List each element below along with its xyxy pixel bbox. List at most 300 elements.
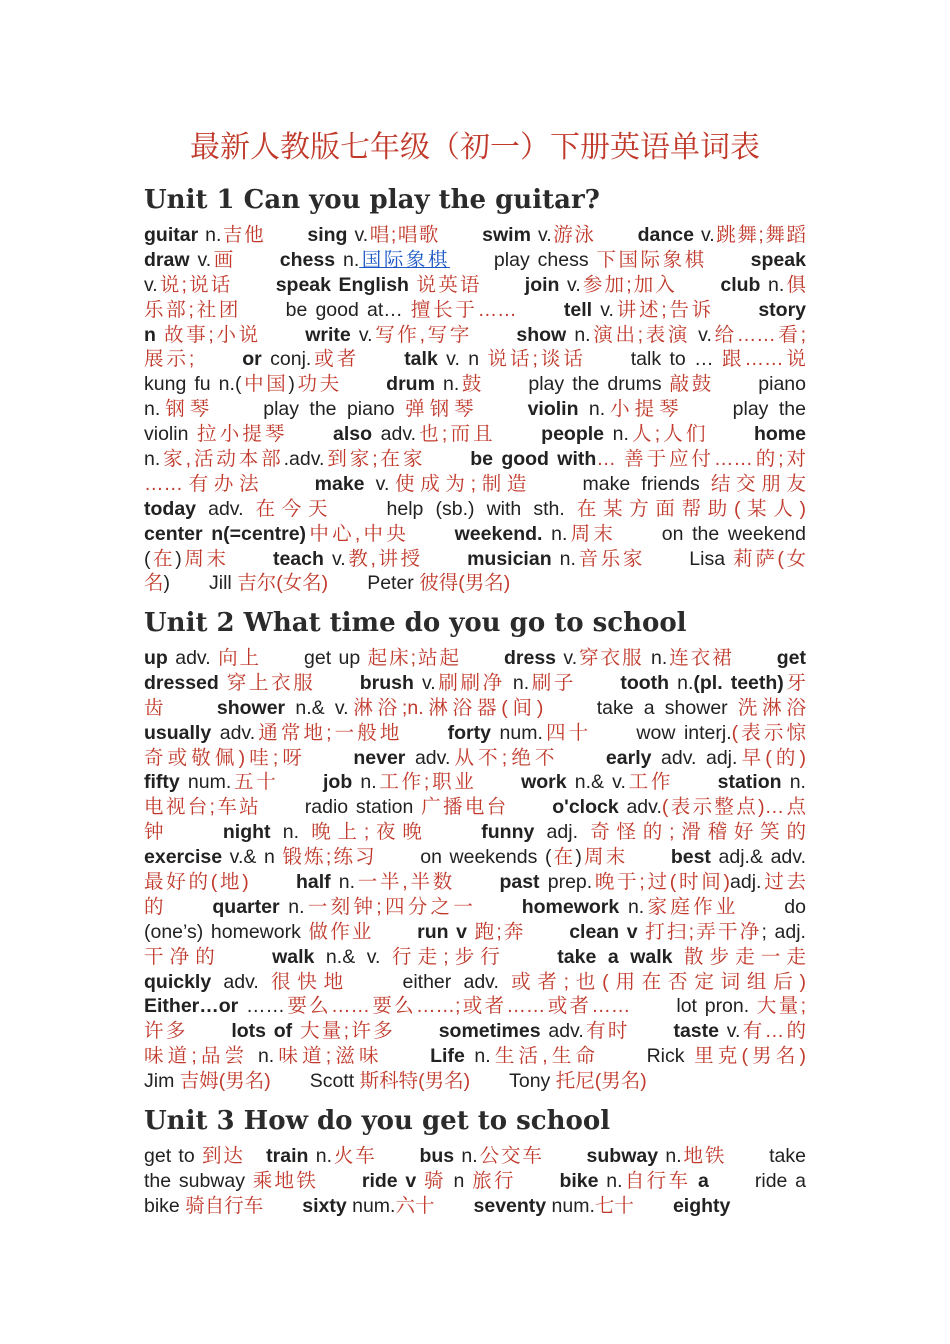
vocab-line — [144, 1194, 806, 1219]
vocab-word: never — [353, 746, 406, 769]
vocab-text — [672, 946, 684, 968]
chinese-meaning: 锻炼;练习 — [282, 846, 377, 869]
vocab-text — [377, 1145, 420, 1167]
vocab-text — [168, 697, 217, 719]
vocab-text — [232, 274, 275, 296]
vocab-word: join — [524, 273, 560, 296]
vocab-text — [544, 1145, 587, 1167]
vocab-text: num. — [490, 721, 543, 744]
chinese-meaning: 工作 — [625, 771, 674, 794]
vocab-text: …… — [238, 995, 286, 1018]
vocab-text: n. — [551, 547, 576, 570]
vocab-word: subway — [586, 1145, 659, 1167]
chinese-meaning: 工作;职业 — [376, 771, 477, 794]
chinese-meaning: 钢琴 — [160, 398, 215, 421]
vocab-word: Either…or — [144, 995, 239, 1018]
chinese-meaning: 给……看; — [711, 323, 806, 346]
vocab-text: kung fu n.( — [144, 373, 242, 396]
vocab-text — [306, 747, 353, 769]
vocab-text — [423, 548, 467, 570]
vocab-word: dance — [637, 224, 694, 246]
chinese-meaning: 有时 — [583, 1020, 630, 1043]
vocab-word: weekend. — [454, 522, 543, 545]
vocab-text: n — [445, 1169, 473, 1192]
vocab-text — [265, 224, 307, 246]
vocab-text: Jim — [144, 1070, 180, 1093]
vocab-word: Life — [430, 1045, 465, 1068]
vocab-text: v. — [592, 298, 614, 321]
vocab-word: train — [266, 1145, 309, 1167]
vocab-line — [144, 547, 806, 572]
vocab-word: eighty — [672, 1194, 731, 1217]
vocab-text — [461, 647, 504, 669]
vocab-word: station — [717, 771, 782, 794]
vocab-text — [342, 373, 386, 395]
vocab-text: wow interj. — [591, 721, 732, 744]
vocab-text — [359, 348, 404, 370]
vocab-word: work — [521, 771, 567, 794]
vocab-word: seventy — [473, 1194, 547, 1217]
vocab-text — [395, 1020, 439, 1042]
vocab-line — [144, 770, 806, 795]
vocab-text — [467, 921, 475, 943]
chinese-meaning: 最好的(地) — [144, 871, 249, 894]
chinese-meaning: 名 — [144, 572, 164, 595]
vocab-word: get — [776, 647, 806, 669]
vocab-text — [576, 672, 620, 694]
vocab-text: n. — [464, 1045, 491, 1068]
vocab-line — [144, 994, 806, 1019]
vocab-text: do — [738, 895, 806, 918]
vocab-text: v.& n — [222, 846, 283, 869]
vocab-text: v. — [413, 671, 436, 694]
vocab-text: v. — [144, 273, 158, 296]
vocab-text: ride a — [708, 1169, 806, 1192]
vocab-word: (pl. teeth) — [693, 671, 784, 694]
vocab-line — [144, 795, 806, 820]
chinese-meaning: 起床;站起 — [367, 647, 461, 669]
vocab-text: v. — [693, 224, 715, 246]
vocab-word: run v — [417, 920, 468, 943]
vocab-line — [144, 945, 806, 970]
chinese-meaning: 在 — [150, 547, 176, 570]
vocab-word: brush — [359, 671, 414, 694]
vocab-text: n. — [658, 1145, 682, 1167]
chinese-meaning: 很快地 — [271, 970, 350, 993]
vocab-word: tell — [563, 298, 593, 321]
chinese-meaning: 大量;许多 — [299, 1020, 396, 1043]
chinese-meaning: 通常地;一般地 — [255, 721, 403, 744]
chinese-meaning: 乘地铁 — [252, 1169, 319, 1192]
vocab-word: fifty — [144, 771, 180, 794]
chinese-meaning: 展示; — [144, 348, 195, 371]
vocab-text: n. — [604, 423, 629, 446]
vocab-word: today — [144, 497, 197, 520]
vocab-text: n. — [270, 821, 312, 844]
vocab-line — [144, 497, 806, 522]
chinese-meaning: 讲述;告诉 — [613, 298, 714, 321]
vocab-word: club — [720, 273, 761, 296]
vocab-text: play the drums — [484, 373, 670, 396]
vocab-text: take — [726, 1145, 806, 1167]
chinese-meaning: 钟 — [144, 821, 171, 844]
vocab-text: adv. — [405, 746, 451, 769]
vocab-text: v. — [323, 547, 346, 570]
vocab-text: n. — [198, 224, 222, 246]
vocab-word: drum — [386, 373, 435, 396]
chinese-meaning: 彼得(男名) — [419, 572, 511, 595]
vocab-word: lots of — [231, 1020, 293, 1043]
vocab-word: quarter — [212, 895, 280, 918]
chinese-meaning: 人;人们 — [628, 423, 709, 446]
vocab-text: adj. — [730, 871, 762, 894]
chinese-meaning: 在今天 — [255, 497, 335, 520]
vocab-word: teach — [272, 547, 324, 570]
vocab-word: best — [670, 846, 711, 869]
vocab-word: show — [516, 323, 567, 346]
chinese-meaning: 说话;谈话 — [487, 348, 586, 371]
vocab-text — [236, 249, 280, 271]
chinese-meaning: 吉姆(男名) — [179, 1070, 271, 1093]
chinese-meaning: 刷子 — [529, 671, 577, 694]
vocab-line — [144, 571, 806, 596]
chinese-meaning: 或者;也(用在否定词组后) — [511, 970, 806, 993]
chinese-meaning: 敲鼓 — [669, 373, 714, 396]
chinese-meaning: 穿上衣服 — [226, 671, 316, 694]
vocab-word: be good with — [470, 448, 597, 471]
chinese-meaning: 游泳 — [551, 224, 596, 246]
vocab-line — [144, 472, 806, 497]
vocab-text — [188, 1020, 232, 1042]
vocab-line — [144, 646, 806, 671]
vocab-text — [734, 647, 777, 669]
vocab-word: walk — [272, 945, 315, 968]
vocab-word: up — [144, 647, 168, 669]
vocab-text: either adv. — [349, 970, 512, 993]
vocab-text — [221, 946, 272, 968]
chinese-meaning: 跳舞;舞蹈 — [714, 224, 806, 246]
chinese-meaning: (表示惊 — [731, 721, 806, 744]
vocab-line — [144, 845, 806, 870]
vocab-word: violin — [527, 398, 579, 421]
vocab-text: n. — [781, 771, 806, 794]
chinese-meaning: 过去 — [761, 871, 806, 894]
vocab-text — [315, 672, 359, 694]
vocab-line — [144, 870, 806, 895]
vocab-text — [707, 249, 751, 271]
vocab-text: adv. — [618, 796, 662, 819]
vocab-text: num. — [546, 1194, 595, 1217]
vocab-text — [409, 523, 455, 545]
vocab-word: quickly — [144, 970, 212, 993]
chinese-meaning: 也;而且 — [416, 423, 496, 446]
vocab-text: n. — [619, 895, 645, 918]
vocab-line — [144, 273, 806, 298]
chinese-meaning: 中国 — [241, 373, 289, 396]
document-title: 最新人教版七年级（初一）下册英语单词表 — [190, 130, 760, 165]
vocab-text: prep. — [539, 871, 593, 894]
vocab-text: ) — [575, 846, 582, 869]
chinese-meaning: 画 — [211, 248, 236, 271]
chinese-meaning: 大量; — [756, 995, 806, 1018]
chinese-meaning: 晚于;过(时间) — [592, 871, 731, 894]
vocab-text: n. — [504, 671, 530, 694]
vocab-text — [383, 1045, 430, 1067]
vocab-text: num. — [346, 1194, 396, 1217]
vocab-text — [630, 1020, 674, 1042]
chinese-meaning: 牙 — [783, 671, 806, 694]
chinese-meaning: 到达 — [201, 1145, 245, 1167]
chinese-meaning: 公交车 — [477, 1145, 544, 1167]
vocab-text — [526, 921, 569, 943]
vocab-line — [144, 422, 806, 447]
chinese-meaning: 弹钢琴 — [405, 398, 479, 421]
vocab-text — [482, 274, 525, 296]
vocab-text — [263, 1195, 302, 1217]
vocab-word: sometimes — [438, 1020, 541, 1043]
vocab-word: dress — [503, 647, 557, 669]
vocab-text — [472, 324, 516, 346]
vocab-text: n. — [542, 522, 568, 545]
chinese-meaning: 莉萨(女 — [733, 547, 806, 570]
vocab-text: Lisa — [645, 547, 734, 570]
vocab-word: bike — [559, 1169, 599, 1192]
vocab-text: n. — [279, 895, 305, 918]
vocab-text — [714, 299, 758, 321]
vocab-line — [144, 1144, 806, 1169]
vocab-text — [261, 324, 305, 346]
vocab-text: adv. — [211, 970, 272, 993]
vocab-text: v. — [690, 323, 712, 346]
vocab-text: Tony — [470, 1070, 556, 1093]
vocab-text: play the piano — [214, 398, 406, 421]
vocab-text — [229, 548, 273, 570]
chinese-meaning: … 善于应付……的;对 — [596, 448, 806, 471]
vocab-line — [144, 323, 806, 348]
vocab-text: ; adj. — [761, 920, 806, 943]
vocab-word: taste — [673, 1020, 719, 1043]
vocab-text — [292, 1020, 300, 1042]
vocab-text — [245, 1145, 266, 1167]
vocab-word: bus — [419, 1145, 455, 1167]
chinese-meaning: 骑 — [423, 1169, 446, 1192]
vocab-text — [677, 274, 720, 296]
chinese-meaning: 参加;加入 — [580, 273, 678, 296]
vocab-text: adj.& adv. — [710, 846, 806, 869]
vocab-text: n. — [352, 771, 377, 794]
vocab-text — [496, 423, 541, 445]
vocab-word: make — [314, 472, 365, 495]
unit-3-heading: Unit 3 How do you get to school — [144, 1106, 611, 1136]
chinese-meaning: 功夫 — [294, 373, 342, 396]
vocab-text: n.& v. — [285, 696, 349, 719]
chinese-meaning: 味道;滋味 — [274, 1045, 383, 1068]
chinese-meaning: 电视台;车站 — [144, 796, 262, 819]
chinese-meaning: 擅长于…… — [410, 298, 517, 321]
vocab-word: half — [295, 871, 331, 894]
chinese-meaning: 一刻钟;四分之一 — [304, 895, 477, 918]
vocab-line — [144, 372, 806, 397]
vocab-word: musician — [467, 547, 552, 570]
chinese-meaning: 晚上;夜晚 — [311, 821, 429, 844]
vocab-text — [167, 896, 213, 918]
vocab-text — [374, 921, 417, 943]
vocab-word: n — [144, 323, 156, 346]
vocab-text — [170, 821, 223, 843]
vocab-text: ) Jill — [163, 572, 238, 595]
vocab-text — [402, 722, 447, 744]
vocab-word: dressed — [144, 671, 219, 694]
vocab-line — [144, 696, 806, 721]
vocab-word: funny — [481, 821, 535, 844]
chinese-meaning: 四十 — [542, 721, 592, 744]
vocab-word: night — [222, 821, 271, 844]
vocab-word: guitar — [144, 224, 199, 246]
chinese-meaning: 做作业 — [308, 920, 374, 943]
vocab-text — [416, 1170, 424, 1192]
vocab-word: a — [698, 1169, 709, 1192]
chinese-meaning: 周末 — [581, 846, 628, 869]
chinese-meaning: 俱 — [784, 273, 806, 296]
chinese-meaning: 乐部;社团 — [144, 298, 242, 321]
vocab-word: job — [323, 771, 353, 794]
vocab-text: n. — [578, 398, 606, 421]
vocab-word: take a walk — [557, 945, 673, 968]
vocab-text: adj. — [534, 821, 591, 844]
vocab-text — [156, 324, 164, 346]
vocab-text — [476, 896, 522, 918]
vocab-word: exercise — [144, 846, 223, 869]
chinese-meaning: 斯科特(男名) — [359, 1070, 471, 1093]
vocab-text: on the weekend — [616, 522, 806, 545]
chinese-meaning: 一半,半数 — [355, 871, 455, 894]
chinese-meaning: 向上 — [218, 647, 262, 669]
chinese-meaning: 教,讲授 — [345, 547, 423, 570]
vocab-line — [144, 1069, 806, 1094]
vocab-text: violin — [144, 423, 198, 446]
vocab-text: num. — [179, 771, 232, 794]
vocab-text — [318, 1170, 362, 1192]
chinese-meaning: 味道;品尝 — [144, 1045, 249, 1068]
chinese-meaning: 广播电台 — [421, 796, 509, 819]
vocab-text: n. — [335, 248, 360, 271]
vocab-word: home — [753, 423, 806, 446]
chinese-meaning: 在 — [551, 846, 576, 869]
chinese-meaning: 吉他 — [221, 224, 266, 246]
unit-2-heading: Unit 2 What time do you go to school — [144, 608, 687, 638]
vocab-text: on weekends ( — [376, 846, 552, 869]
vocab-text — [455, 871, 500, 893]
vocab-text: n. — [598, 1169, 623, 1192]
vocab-text — [506, 946, 557, 968]
chinese-meaning: 使成为;制造 — [389, 472, 533, 495]
vocab-line — [144, 671, 806, 696]
vocab-text — [440, 224, 482, 246]
chinese-meaning: 自行车 — [622, 1169, 691, 1192]
vocab-text: v. — [189, 248, 212, 271]
vocab-text: v. — [350, 323, 373, 346]
vocab-word: story — [758, 298, 806, 321]
chinese-meaning: 或者 — [311, 348, 360, 371]
vocab-text: talk to … — [585, 348, 722, 371]
vocab-text — [673, 771, 718, 793]
chinese-meaning: 故事;小说 — [164, 323, 261, 346]
vocab-text: piano — [713, 373, 806, 396]
vocab-text: .adv. — [283, 448, 325, 471]
vocab-text: n. — [669, 671, 694, 694]
chinese-meaning: 洗淋浴 — [737, 696, 806, 719]
vocab-text — [517, 299, 564, 321]
vocab-text: play chess — [449, 248, 597, 271]
chinese-meaning: 唱;唱歌 — [368, 224, 440, 246]
vocab-text: adv. — [196, 497, 256, 520]
vocab-line — [144, 721, 806, 746]
vocab-word: o'clock — [552, 796, 619, 819]
vocab-text — [479, 398, 528, 420]
chinese-meaning: 五十 — [231, 771, 279, 794]
unit-2-vocabulary — [144, 646, 806, 1094]
vocab-text: n. — [566, 323, 591, 346]
vocab-word: write — [305, 323, 351, 346]
chinese-meaning: 行走;步行 — [392, 945, 507, 968]
vocab-text — [249, 871, 296, 893]
vocab-text — [434, 1195, 473, 1217]
chinese-meaning: 奇或敬佩)哇;呀 — [144, 746, 307, 769]
vocab-text — [634, 1195, 673, 1217]
vocab-text: be good at… — [241, 298, 411, 321]
vocab-word: draw — [144, 248, 190, 271]
chinese-meaning: 音乐家 — [575, 547, 645, 570]
vocab-word: ride v — [361, 1169, 417, 1192]
vocab-word: swim — [482, 224, 531, 246]
vocab-text: n. — [454, 1145, 478, 1167]
vocab-word: or — [242, 348, 262, 371]
vocab-text: n. — [144, 398, 161, 421]
vocab-text: conj. — [261, 348, 312, 371]
vocab-text: n. — [144, 448, 161, 471]
vocab-line — [144, 1044, 806, 1069]
chinese-meaning: 六十 — [395, 1194, 435, 1217]
vocab-text — [516, 1170, 560, 1192]
vocab-text: v. n — [437, 348, 488, 371]
chinese-meaning: 托尼(男名) — [555, 1070, 647, 1093]
chinese-meaning: 地铁 — [681, 1145, 727, 1167]
vocab-line — [144, 347, 806, 372]
vocab-text: lot pron. — [630, 995, 757, 1018]
vocab-line — [144, 223, 806, 248]
unit-1-heading: Unit 1 Can you play the guitar? — [144, 185, 600, 215]
chinese-meaning: 生活,生命 — [490, 1045, 600, 1068]
vocab-line — [144, 298, 806, 323]
vocab-word: usually — [144, 721, 212, 744]
vocab-line — [144, 895, 806, 920]
vocab-text: adv. — [167, 647, 219, 669]
chinese-meaning: 七十 — [594, 1194, 634, 1217]
vocab-text: help (sb.) with sth. — [334, 497, 577, 520]
vocab-line — [144, 522, 806, 547]
chinese-meaning: 早(的) — [737, 746, 806, 769]
vocab-line — [144, 970, 806, 995]
chinese-meaning-link[interactable]: 国际象棋 — [359, 248, 450, 271]
vocab-word: chess — [279, 248, 336, 271]
vocab-line — [144, 248, 806, 273]
chinese-meaning: 结交朋友 — [710, 472, 806, 495]
vocab-text: n. — [248, 1045, 275, 1068]
vocab-text: adv. adj. — [651, 746, 738, 769]
chinese-meaning: 说;说话 — [157, 273, 233, 296]
vocab-text: adv. — [372, 423, 417, 446]
chinese-meaning: 穿衣服 — [577, 647, 644, 669]
